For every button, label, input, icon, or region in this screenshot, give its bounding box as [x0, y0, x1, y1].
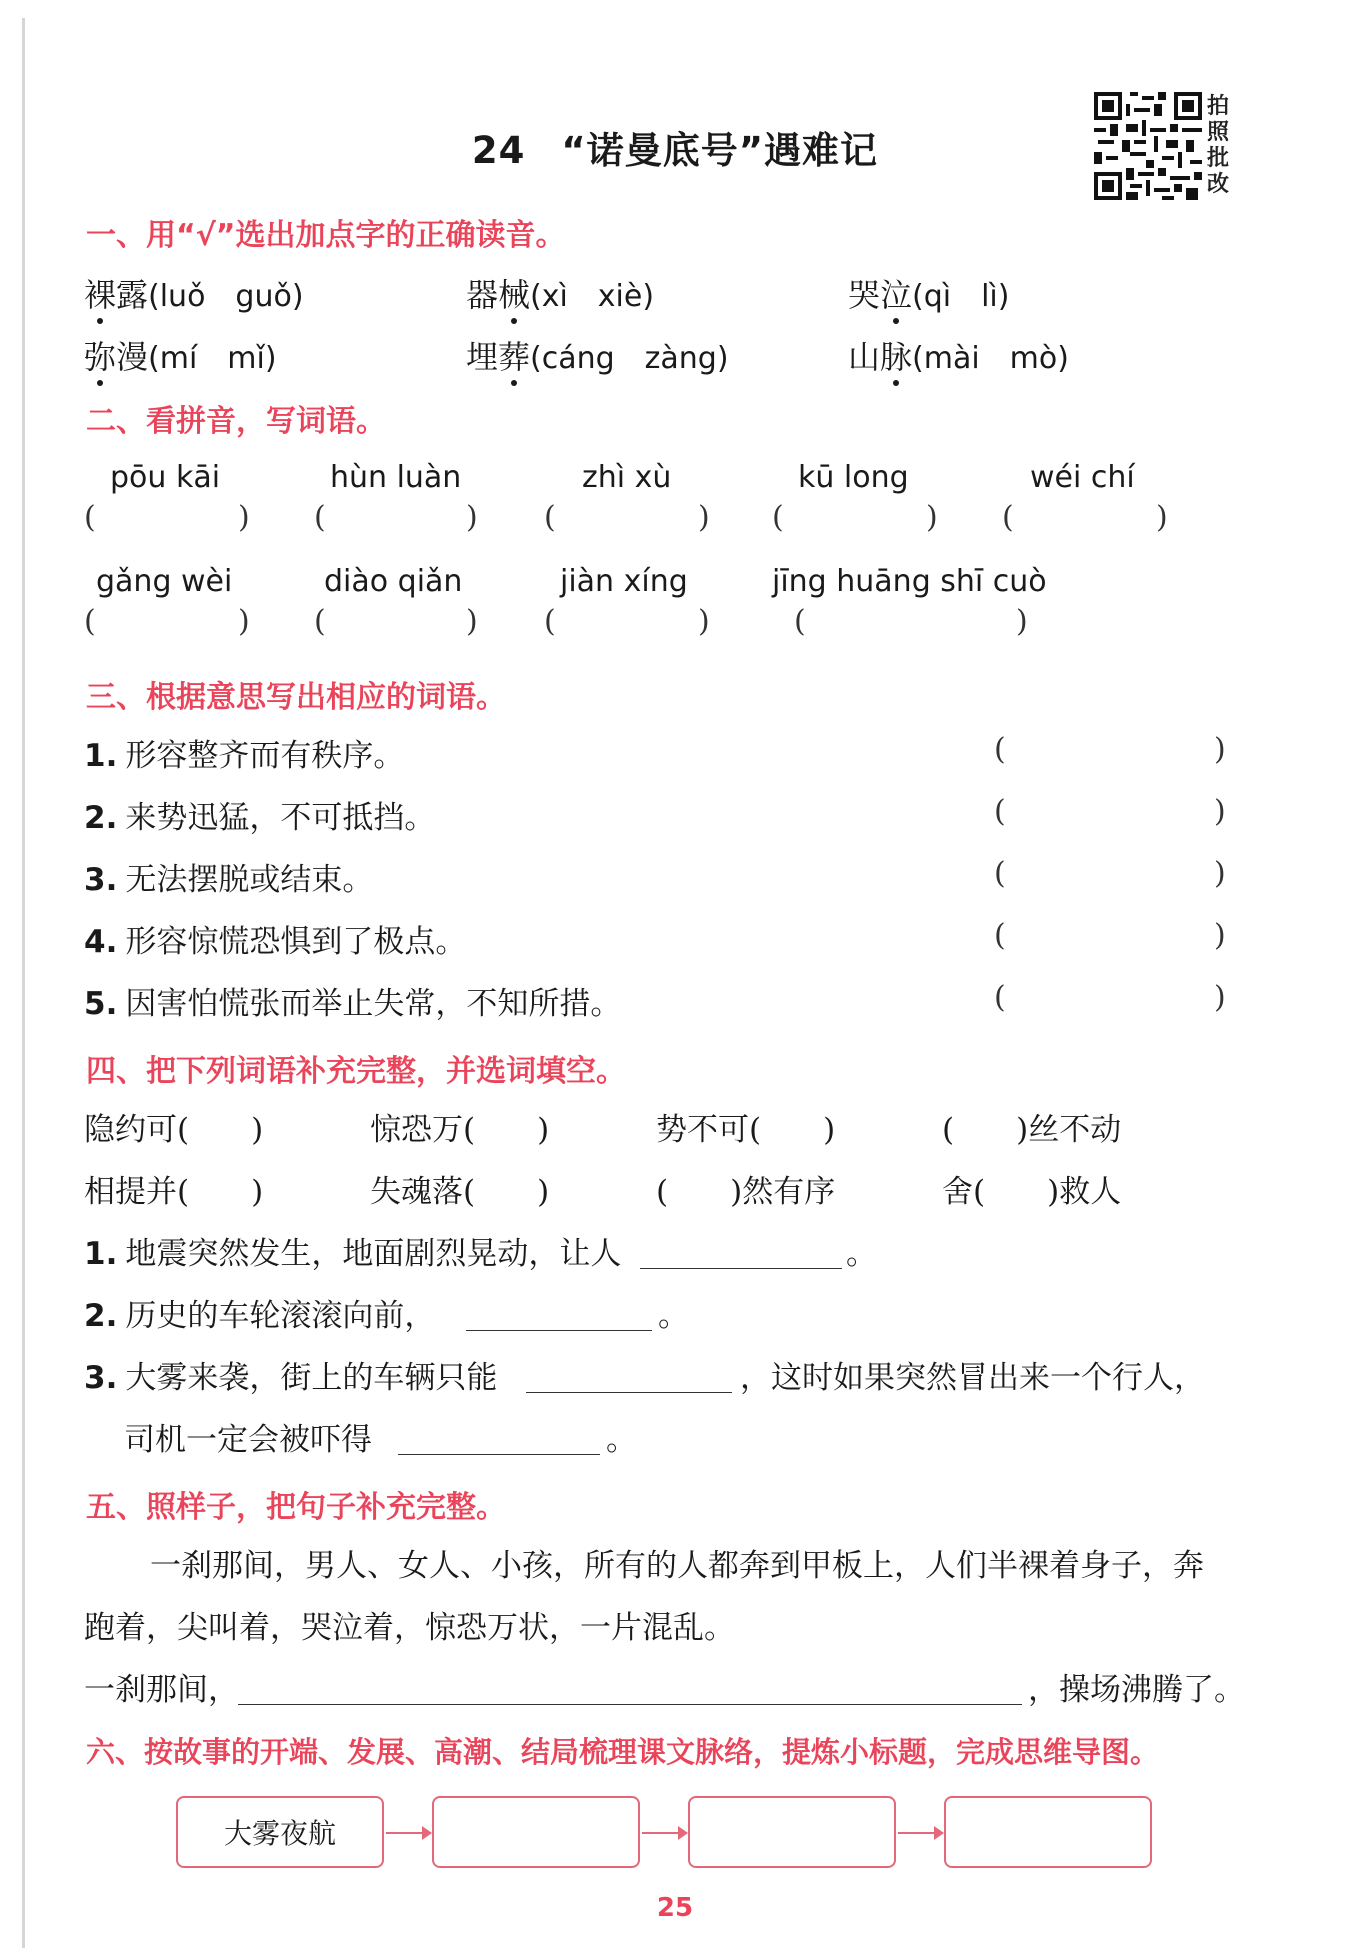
fill-sentence-3-line2: 司机一定会被吓得 — [124, 1422, 372, 1458]
answer-close-paren: ) — [1214, 732, 1226, 767]
definition-item: 1. 形容整齐而有秩序。 — [84, 738, 405, 774]
reading-item: 山脉 (mài mò) — [848, 332, 1069, 378]
answer-open-paren: ( — [994, 856, 1006, 891]
fill-sentence-2: 2. 历史的车轮滚滚向前， — [84, 1298, 436, 1334]
idiom-blank: 失魂落( ) — [370, 1174, 550, 1210]
emphasis-dot-icon — [893, 380, 899, 386]
answer-open-paren: ( — [544, 500, 556, 535]
mindmap-box-1[interactable]: 大雾夜航 — [176, 1796, 384, 1868]
definition-item: 4. 形容惊慌恐惧到了极点。 — [84, 924, 467, 960]
definition-item: 3. 无法摆脱或结束。 — [84, 862, 374, 898]
pinyin-prompt: jīng huāng shī cuò — [772, 564, 1047, 599]
section-6-heading: 六、按故事的开端、发展、高潮、结局梳理课文脉络，提炼小标题，完成思维导图。 — [86, 1735, 1160, 1769]
lesson-title-text: “诺曼底号”遇难记 — [561, 129, 879, 172]
answer-open-paren: ( — [772, 500, 784, 535]
definition-item: 5. 因害怕慌张而举止失常，不知所措。 — [84, 986, 622, 1022]
answer-open-paren: ( — [314, 604, 326, 639]
emphasis-dot-icon — [97, 318, 103, 324]
answer-close-paren: ) — [1214, 918, 1226, 953]
answer-close-paren: ) — [926, 500, 938, 535]
fill-sentence-3: 3. 大雾来袭，街上的车辆只能 — [84, 1360, 498, 1396]
answer-close-paren: ) — [698, 604, 710, 639]
section-1-heading: 一、用“√”选出加点字的正确读音。 — [86, 218, 566, 253]
reading-item: 裸露 (luǒ guǒ) — [84, 270, 304, 316]
sentence-continuation: ，这时如果突然冒出来一个行人， — [740, 1360, 1205, 1396]
answer-open-paren: ( — [794, 604, 806, 639]
answer-open-paren: ( — [314, 500, 326, 535]
emphasis-dot-icon — [511, 318, 517, 324]
pinyin-prompt: hùn luàn — [330, 460, 462, 495]
reading-item: 埋葬 (cáng zàng) — [466, 332, 729, 378]
definition-item: 2. 来势迅猛，不可抵挡。 — [84, 800, 436, 836]
answer-line[interactable] — [640, 1268, 842, 1269]
mindmap-box-4[interactable] — [944, 1796, 1152, 1868]
answer-open-paren: ( — [994, 918, 1006, 953]
emphasis-dot-icon — [511, 380, 517, 386]
idiom-blank: 势不可( ) — [656, 1112, 836, 1148]
answer-close-paren: ) — [238, 500, 250, 535]
pinyin-prompt: zhì xù — [582, 460, 672, 495]
answer-line[interactable] — [398, 1454, 600, 1455]
answer-close-paren: ) — [466, 500, 478, 535]
sentence-end: 。 — [606, 1422, 637, 1458]
pinyin-prompt: wéi chí — [1030, 460, 1135, 495]
reading-item: 哭泣 (qì lì) — [848, 270, 1009, 316]
answer-close-paren: ) — [1156, 500, 1168, 535]
word: 裸露 — [84, 276, 148, 314]
answer-line[interactable] — [526, 1392, 732, 1393]
example-sentence-line2: 跑着，尖叫着，哭泣着，惊恐万状，一片混乱。 — [84, 1610, 735, 1646]
idiom-blank: 惊恐万( ) — [370, 1112, 550, 1148]
answer-close-paren: ) — [466, 604, 478, 639]
lesson-number: 24 — [471, 129, 526, 172]
example-sentence-line1: 一刹那间，男人、女人、小孩，所有的人都奔到甲板上，人们半裸着身子，奔 — [150, 1548, 1204, 1584]
idiom-blank: 隐约可( ) — [84, 1112, 264, 1148]
section-3-heading: 三、根据意思写出相应的词语。 — [86, 680, 506, 715]
answer-line[interactable] — [466, 1330, 652, 1331]
answer-close-paren: ) — [1214, 794, 1226, 829]
idiom-blank: ( )丝不动 — [942, 1112, 1122, 1148]
page-number: 25 — [656, 1893, 694, 1923]
section-5-heading: 五、照样子，把句子补充完整。 — [86, 1490, 506, 1525]
answer-close-paren: ) — [1016, 604, 1028, 639]
idiom-blank: ( )然有序 — [656, 1174, 836, 1210]
sentence-end: 。 — [658, 1298, 689, 1334]
reading-item: 弥漫 (mí mǐ) — [84, 332, 277, 378]
answer-close-paren: ) — [238, 604, 250, 639]
right-arrow-icon — [898, 1832, 942, 1834]
pinyin-prompt: kū long — [798, 460, 909, 495]
fill-sentence-1: 1. 地震突然发生，地面剧烈晃动，让人 — [84, 1236, 622, 1272]
page-edge — [22, 18, 25, 1948]
answer-open-paren: ( — [1002, 500, 1014, 535]
answer-open-paren: ( — [84, 604, 96, 639]
emphasis-dot-icon — [893, 318, 899, 324]
right-arrow-icon — [386, 1832, 430, 1834]
answer-close-paren: ) — [1214, 980, 1226, 1015]
answer-close-paren: ) — [1214, 856, 1226, 891]
answer-close-paren: ) — [698, 500, 710, 535]
answer-open-paren: ( — [544, 604, 556, 639]
right-arrow-icon — [642, 1832, 686, 1834]
section-2-heading: 二、看拼音，写词语。 — [86, 404, 386, 439]
emphasis-dot-icon — [97, 380, 103, 386]
answer-open-paren: ( — [84, 500, 96, 535]
reading-item: 器械 (xì xiè) — [466, 270, 654, 316]
pinyin-prompt: jiàn xíng — [560, 564, 688, 599]
task-sentence-end: ，操场沸腾了。 — [1028, 1672, 1245, 1708]
mindmap-box-2[interactable] — [432, 1796, 640, 1868]
answer-open-paren: ( — [994, 794, 1006, 829]
section-4-heading: 四、把下列词语补充完整，并选词填空。 — [86, 1054, 626, 1089]
mindmap-box-3[interactable] — [688, 1796, 896, 1868]
pinyin-prompt: diào qiǎn — [324, 564, 463, 599]
qr-label: 拍照批改 — [1207, 94, 1230, 197]
idiom-blank: 相提并( ) — [84, 1174, 264, 1210]
answer-open-paren: ( — [994, 732, 1006, 767]
pinyin-prompt: pōu kāi — [110, 460, 221, 495]
qr-code-icon[interactable] — [1094, 92, 1202, 200]
sentence-end: 。 — [846, 1236, 877, 1272]
task-sentence-start: 一刹那间， — [84, 1672, 239, 1708]
answer-line[interactable] — [238, 1704, 1022, 1705]
answer-open-paren: ( — [994, 980, 1006, 1015]
idiom-blank: 舍( )救人 — [942, 1174, 1122, 1210]
pinyin-prompt: gǎng wèi — [96, 564, 233, 599]
